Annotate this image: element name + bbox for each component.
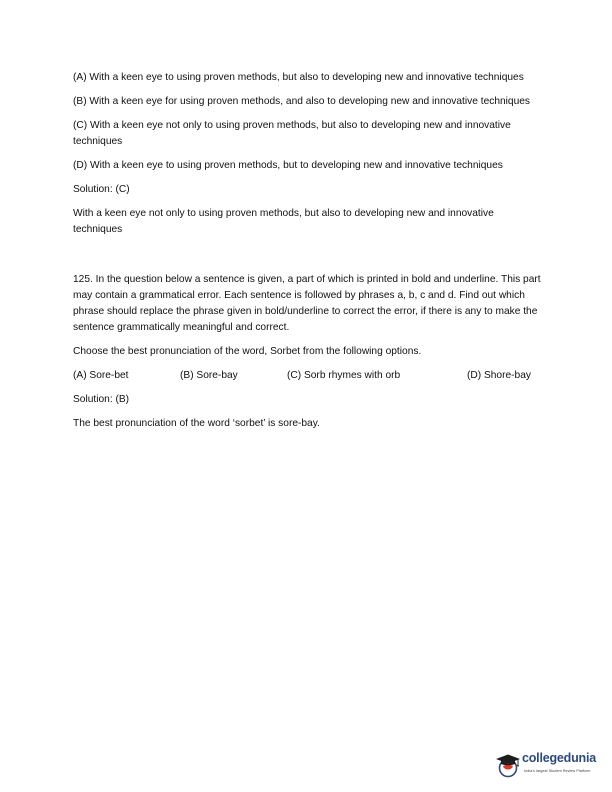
graduation-cap-icon [494, 753, 522, 779]
q125-question: Choose the best pronunciation of the word, Sorbet from the following options. [73, 346, 422, 357]
q125-option-a: (A) Sore-bet [73, 370, 129, 381]
section-spacer [73, 246, 543, 272]
q125-option-b: (B) Sore-bay [180, 370, 238, 381]
brand-name: collegedunia [522, 751, 597, 765]
q125-option-d: (D) Shore-bay [467, 370, 531, 381]
q124-option-a: (A) With a keen eye to using proven methods, but also to developing new and innovative techniques [73, 72, 524, 83]
q125-solution-text: The best pronunciation of the word ‘sorbet’ is sore-bay. [73, 418, 320, 429]
q125-options [73, 368, 543, 384]
q125-solution-label: Solution: (B) [73, 394, 130, 405]
q124-option-c: (C) With a keen eye not only to using proven methods, but also to developing new and innovative techniques [73, 120, 511, 147]
q124-option-d: (D) With a keen eye to using proven methods, but to developing new and innovative techniques [73, 160, 503, 171]
collegedunia-logo [494, 749, 604, 781]
q125-option-c: (C) Sorb rhymes with orb [287, 370, 401, 381]
q125-instructions: 125. In the question below a sentence is given, a part of which is printed in bold and underline. This part may contain a grammatical error. Each sentence is followed by phrases a, b, c and d. Find out which phrase should replace the phrase given in bold/underline to correct the error, if there is any to make the sentence grammatically meaningful and correct. [73, 274, 541, 333]
q124-option-b: (B) With a keen eye for using proven methods, and also to developing new and innovative techniques [73, 96, 531, 107]
q124-solution-text: With a keen eye not only to using proven methods, but also to developing new and innovative techniques [73, 208, 494, 235]
q124-solution-label: Solution: (C) [73, 184, 130, 195]
brand-tagline: India's largest Student Review Platform [524, 769, 591, 773]
document-page [73, 70, 543, 440]
